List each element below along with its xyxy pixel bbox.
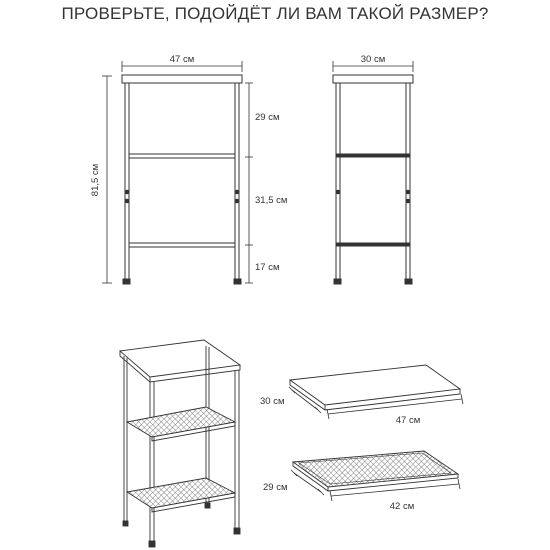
page-title: ПРОВЕРЬТЕ, ПОДОЙДЁТ ЛИ ВАМ ТАКОЙ РАЗМЕР? <box>61 4 489 23</box>
front-shelf-upper <box>129 154 235 158</box>
mesh-shelf-width-label: 42 см <box>389 501 415 512</box>
section-dimensions <box>245 83 253 283</box>
iso-lower-mesh-shelf <box>127 478 235 508</box>
top-panel-drawing <box>290 365 460 410</box>
top-panel-depth-label: 30 см <box>260 396 285 407</box>
front-shelf-lower <box>129 243 235 247</box>
isometric-view <box>120 340 240 547</box>
iso-upper-mesh-shelf <box>127 407 235 437</box>
front-width-label: 47 см <box>169 54 195 65</box>
front-height-label: 81,5 см <box>90 163 101 197</box>
side-top-panel <box>333 75 413 83</box>
side-view <box>333 75 413 284</box>
top-section-label: 29 см <box>255 112 280 123</box>
front-left-foot <box>123 279 130 284</box>
front-height-dimension <box>102 76 112 283</box>
bottom-section-label: 17 см <box>255 262 280 273</box>
side-shelf-lower <box>336 243 410 246</box>
mesh-shelf-depth-label: 29 см <box>263 482 288 493</box>
side-depth-label: 30 см <box>360 54 386 65</box>
front-right-foot <box>234 279 241 284</box>
front-view <box>122 75 242 284</box>
side-shelf-upper <box>336 154 410 157</box>
middle-section-label: 31,5 см <box>255 195 288 206</box>
front-top-panel <box>122 75 242 83</box>
top-panel-width-label: 47 см <box>395 415 421 426</box>
mesh-shelf-drawing <box>293 451 458 491</box>
